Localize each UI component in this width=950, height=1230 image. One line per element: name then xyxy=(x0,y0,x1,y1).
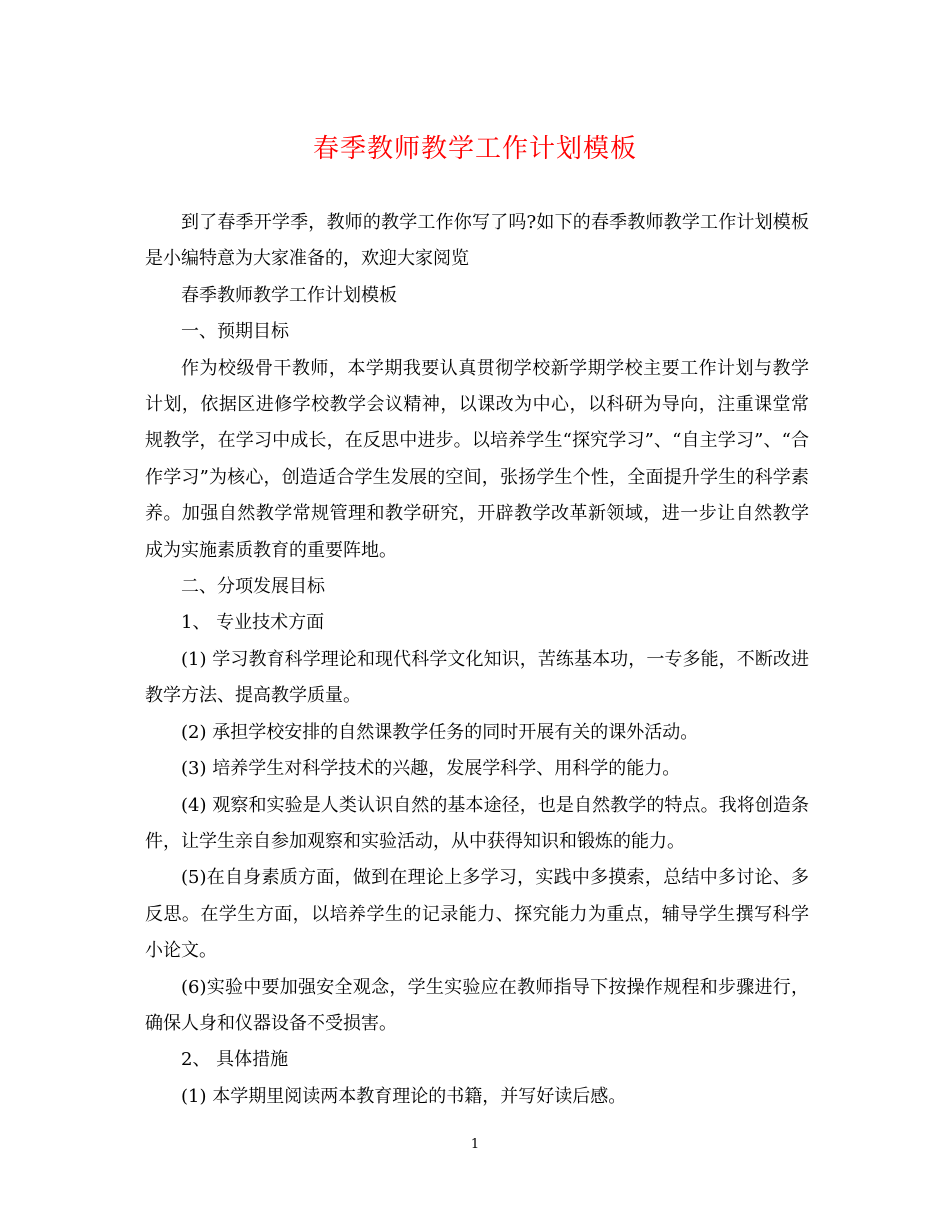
document-body xyxy=(145,205,809,1115)
list-item: (1) 本学期里阅读两本教育理论的书籍，并写好读后感。 xyxy=(181,1085,627,1107)
section-heading-1: 一、预期目标 xyxy=(181,321,289,343)
subsection-heading-1: 1、 专业技术方面 xyxy=(181,612,325,634)
intro-paragraph: 到了春季开学季，教师的教学工作你写了吗?如下的春季教师教学工作计划模板是小编特意为大家准备的，欢迎大家阅览 xyxy=(145,212,809,270)
section-heading-2: 二、分项发展目标 xyxy=(181,576,325,598)
list-item: (4) 观察和实验是人类认识自然的基本途径，也是自然教学的特点。我将创造条件，让学生亲自参加观察和实验活动，从中获得知识和锻炼的能力。 xyxy=(145,794,809,852)
subtitle-paragraph: 春季教师教学工作计划模板 xyxy=(181,284,397,306)
list-item: (1) 学习教育科学理论和现代科学文化知识，苦练基本功，一专多能，不断改进教学方法、提高教学质量。 xyxy=(145,648,809,707)
list-item: (5)在自身素质方面，做到在理论上多学习，实践中多摸索，总结中多讨论、多反思。在学生方面，以培养学生的记录能力、探究能力为重点，辅导学生撰写科学小论文。 xyxy=(145,867,809,962)
goals-paragraph: 作为校级骨干教师，本学期我要认真贯彻学校新学期学校主要工作计划与教学计划，依据区进修学校教学会议精神，以课改为中心，以科研为导向，注重课堂常规教学，在学习中成长，在反思中进步。以培养学生“探究学习”、“自主学习”、“合作学习”为核心，创造适合学生发展的空间，张扬学生个性，全面提升学生的科学素养。加强自然教学常规管理和教学研究，开辟教学改革新领域，进一步让自然教学成为实施素质教育的重要阵地。 xyxy=(145,357,809,561)
list-item: (3) 培养学生对科学技术的兴趣，发展学科学、用科学的能力。 xyxy=(181,758,681,780)
list-item: (6)实验中要加强安全观念，学生实验应在教师指导下按操作规程和步骤进行，确保人身和仪器设备不受损害。 xyxy=(145,976,809,1034)
subsection-heading-2: 2、 具体措施 xyxy=(181,1049,289,1071)
page-number: 1 xyxy=(470,1137,480,1152)
list-item: (2) 承担学校安排的自然课教学任务的同时开展有关的课外活动。 xyxy=(181,721,699,743)
document-title: 春季教师教学工作计划模板 xyxy=(312,134,637,164)
